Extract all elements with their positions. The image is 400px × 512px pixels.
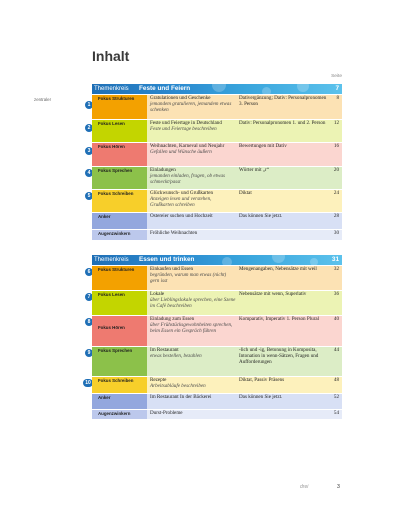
lesson-page: 30 [333, 230, 339, 236]
lesson-title: Ostereier suchen und Hochzeit [150, 213, 213, 219]
anker-row[interactable] [92, 393, 342, 409]
section-title: Feste und Feiern [139, 85, 191, 92]
lesson-title: Im Restaurant [150, 347, 179, 353]
lesson-number: 4 [85, 169, 93, 177]
lesson-title: Einladungen [150, 167, 176, 173]
lesson-subtitle: etwas bestellen, bezahlen [150, 352, 202, 359]
lesson-row-8[interactable] [87, 315, 342, 346]
lesson-title: Lokale [150, 291, 165, 297]
lesson-number: 2 [85, 124, 93, 132]
lesson-row-6[interactable] [87, 265, 342, 290]
lesson-row-2[interactable] [87, 119, 342, 142]
lesson-row-9[interactable] [87, 346, 342, 376]
fokus-label: Anker [92, 213, 147, 229]
fokus-label: Anker [92, 394, 147, 409]
lesson-row-3[interactable] [87, 142, 342, 166]
footer-page-number: 3 [337, 484, 340, 490]
fokus-label: Fokus Lesen [92, 291, 147, 315]
lesson-page: 36 [333, 291, 339, 297]
fokus-label: Fokus Lesen [92, 120, 147, 142]
lesson-subtitle: über Frühstücksgewohnheiten sprechen, beim Essen ein Gespräch führen [150, 321, 233, 334]
lesson-title: Fröhliche Weihnachten [150, 230, 198, 236]
themenkreis-band [92, 255, 342, 265]
lesson-page: 40 [333, 316, 339, 322]
lesson-number: 9 [85, 349, 93, 357]
lesson-page: 12 [333, 120, 339, 126]
lesson-subtitle: jemandem gratulieren, jemandem etwas schenken [150, 100, 232, 113]
fokus-label: Fokus Schreiben [92, 377, 147, 393]
lesson-subtitle: Arbeitsabläufe beschreiben [150, 382, 206, 389]
lesson-subtitle: jemanden einladen, fragen, ob etwas schmeckt/passt [150, 172, 225, 185]
fokus-label: Fokus Hören [92, 143, 147, 166]
lesson-title: Einladung zum Essen [150, 316, 195, 322]
lesson-number: 5 [85, 192, 93, 200]
lesson-title: Glückwunsch- und Grußkarten [150, 190, 214, 196]
augenzwinkern-row[interactable] [92, 409, 342, 419]
lesson-page: 52 [333, 394, 339, 400]
themenkreis-band [92, 84, 342, 94]
lesson-page: 54 [333, 410, 339, 416]
lesson-page: 44 [333, 347, 339, 353]
themenkreis-label: Themenkreis [94, 257, 129, 263]
lesson-page: 28 [333, 213, 339, 219]
lesson-title: Durst-Probleme [150, 410, 183, 416]
lesson-number: 10 [83, 379, 93, 387]
lesson-row-5[interactable] [87, 189, 342, 212]
lesson-subtitle: begründen, warum man etwas (nicht) gern isst [150, 271, 227, 284]
lesson-page: 24 [333, 190, 339, 196]
lesson-row-7[interactable] [87, 290, 342, 315]
fokus-label: Fokus Sprechen [92, 167, 147, 189]
lesson-title: Einkaufen und Essen [150, 266, 194, 272]
lesson-number: 3 [85, 147, 93, 155]
lesson-page: 32 [333, 266, 339, 272]
grammar-text: Dativ: Personalpronomen 1. und 2. Person [239, 120, 326, 126]
fokus-label: Augenzwinkern [92, 410, 147, 419]
footer-word: drei [300, 484, 309, 490]
fokus-label: Fokus Hören [92, 316, 147, 346]
fokus-label: Fokus Strukturen [92, 266, 147, 290]
lesson-row-1[interactable] [87, 94, 342, 119]
lesson-subtitle: Gefallen und Wünsche äußern [150, 148, 212, 155]
lesson-page: 8 [336, 95, 339, 101]
fokus-label: Fokus Strukturen [92, 95, 147, 119]
grammar-text: Nebensätze mit wenn, Superlativ [239, 291, 307, 297]
lesson-page: 16 [333, 143, 339, 149]
lesson-title: Rezepte [150, 377, 167, 383]
lesson-subtitle: über Lieblingslokale sprechen, eine Szene im Café beschreiben [150, 296, 236, 309]
page-title: Inhalt [92, 48, 130, 64]
grammar-text: Diktat [239, 190, 252, 196]
grammar-text: Bewertungen mit Dativ [239, 143, 287, 149]
lesson-subtitle: Feste und Feiertage beschreiben [150, 125, 217, 132]
seite-label: Seite [331, 74, 342, 79]
anker-row[interactable] [92, 212, 342, 229]
section-title: Essen und trinken [139, 256, 195, 263]
lesson-page: 20 [333, 167, 339, 173]
lesson-page: 48 [333, 377, 339, 383]
grammar-text: Wörter mit „r“ [239, 167, 269, 173]
lesson-number: 7 [85, 293, 93, 301]
grammar-text: Komparativ, Imperativ 1. Person Plural [239, 316, 320, 322]
grammar-text: Das können Sie jetzt. [239, 394, 283, 400]
lesson-title: Weihnachten, Karneval und Neujahr [150, 143, 225, 149]
lesson-row-4[interactable] [87, 166, 342, 189]
side-note: zentraler [34, 97, 52, 102]
section-feste-und-feiern [87, 84, 342, 240]
grammar-text: Dativergänzung; Dativ: Personalpronomen 3. Person [239, 95, 327, 107]
lesson-title: Im Restaurant In der Bäckerei [150, 394, 212, 400]
grammar-text: -lich und -ig, Betonung in Komposita, Intonation in wenn-Sätzen, Fragen und Aufforderungen [239, 347, 319, 365]
lesson-number: 8 [85, 318, 93, 326]
fokus-label: Fokus Sprechen [92, 347, 147, 376]
grammar-text: Diktat, Passiv Präsens [239, 377, 285, 383]
section-page: 7 [335, 85, 339, 92]
fokus-label: Fokus Schreiben [92, 190, 147, 212]
section-essen-und-trinken [85, 255, 342, 419]
themenkreis-label: Themenkreis [94, 86, 129, 92]
lesson-number: 6 [85, 268, 93, 276]
grammar-text: Mengenangaben, Nebensätze mit weil [239, 266, 317, 272]
lesson-title: Feste und Feiertage in Deutschland [150, 120, 222, 126]
lesson-number: 1 [85, 101, 93, 109]
lesson-row-10[interactable] [85, 376, 342, 393]
section-page: 31 [331, 256, 339, 263]
fokus-label: Augenzwinkern [92, 230, 147, 240]
augenzwinkern-row[interactable] [92, 229, 342, 240]
grammar-text: Das können Sie jetzt. [239, 213, 283, 219]
lesson-title: Gratulationen und Geschenke [150, 95, 211, 101]
lesson-subtitle: Anzeigen lesen und verstehen, Grußkarten schreiben [150, 195, 212, 208]
